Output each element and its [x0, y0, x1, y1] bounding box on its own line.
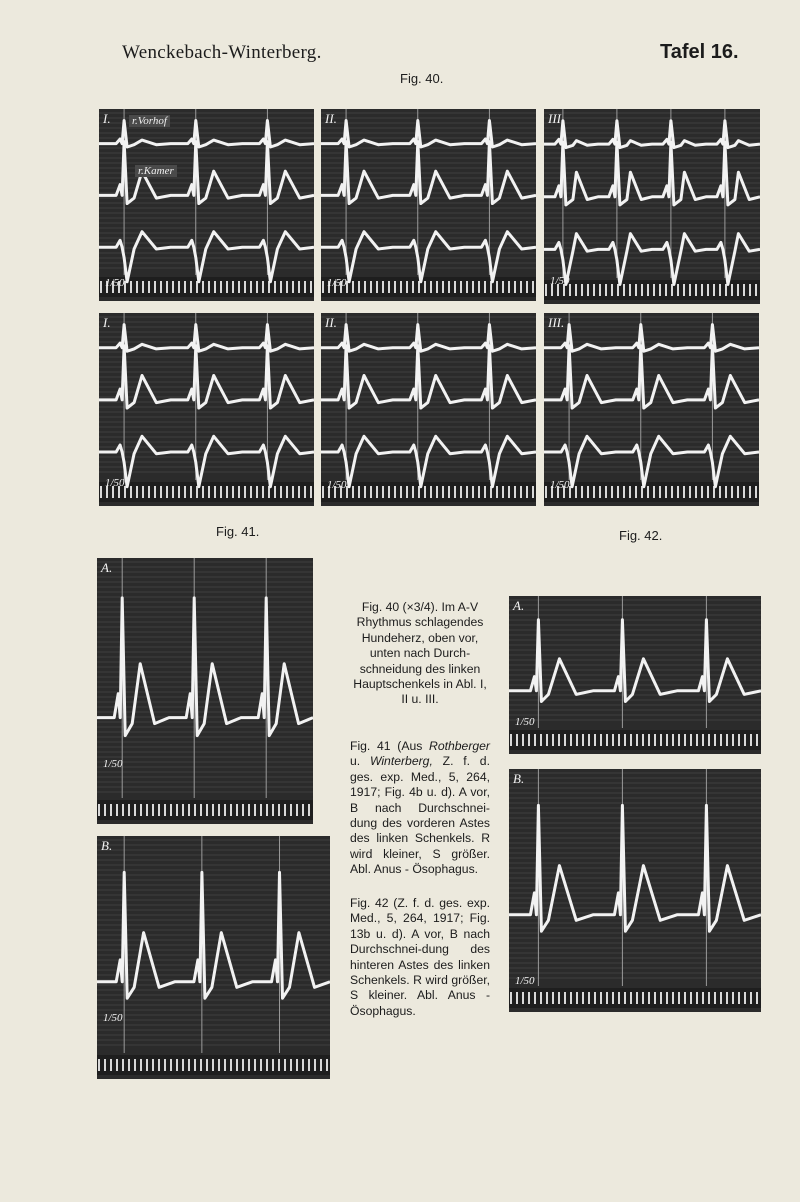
panel-label: I.: [103, 111, 111, 126]
panel-label: A.: [513, 598, 525, 613]
fig40-label: Fig. 40.: [400, 71, 444, 86]
fig42-caption: Fig. 42 (Z. f. d. ges. exp. Med., 5, 264, 1917; Fig. 13b u. d). A vor, B nach Durchschnei-dung des hinteren Astes des linken Schenkels. R wird größer, S kleiner. Abl. Anus - Ösophagus.: [350, 896, 490, 1018]
caption-author: Winterberg,: [369, 754, 433, 769]
fig40-panel-1: [99, 109, 314, 301]
ecg-trace: [97, 836, 330, 1079]
fig40-panel-3: [544, 109, 760, 304]
fig41-label: Fig. 41.: [216, 524, 260, 539]
time-marker-label: 1/50: [105, 277, 125, 289]
caption-text: u.: [350, 754, 370, 769]
ecg-trace: [97, 558, 313, 824]
ecg-trace: [99, 313, 314, 506]
panel-label: B.: [101, 838, 113, 853]
time-marker-label: 1/50: [515, 975, 535, 987]
time-marker-label: 1/50: [103, 758, 123, 770]
time-marker-label: 1/50: [105, 477, 125, 489]
ecg-trace: [99, 109, 314, 301]
time-marker-label: 1/50: [550, 275, 570, 287]
plate-author-header: Wenckebach-Winterberg.: [122, 42, 322, 63]
fig41-panel-b: [97, 836, 330, 1079]
ecg-trace: [544, 109, 760, 304]
ecg-trace: [321, 313, 536, 506]
fig40-caption: Fig. 40 (×3/4). Im A-V Rhythmus schlagendes Hundeherz, oben vor, unten nach Durch-schneidung des linken Hauptschenkels in Abl. I, II u. III.: [353, 600, 487, 707]
plate-number: Tafel 16.: [660, 41, 739, 63]
time-marker-label: 1/50: [327, 277, 347, 289]
fig41-caption: [350, 739, 490, 878]
ecg-trace: [509, 769, 761, 1012]
fig42-panel-a: [509, 596, 761, 754]
time-marker-label: 1/50: [327, 479, 347, 491]
panel-label: III.: [548, 315, 565, 330]
fig40-panel-5: [321, 313, 536, 506]
fig40-panel-2: [321, 109, 536, 301]
trace-label-ventricle: r.Kamer: [135, 165, 177, 177]
panel-label: B.: [513, 771, 525, 786]
caption-text: Fig. 41 (Aus: [350, 739, 430, 753]
panel-label: II.: [325, 111, 337, 126]
fig41-panel-a: [97, 558, 313, 824]
fig42-label: Fig. 42.: [619, 528, 663, 543]
panel-label: A.: [101, 560, 113, 575]
caption-author: Rothberger: [429, 739, 490, 753]
time-marker-label: 1/50: [103, 1012, 123, 1024]
ecg-trace: [544, 313, 759, 506]
fig42-panel-b: [509, 769, 761, 1012]
fig40-panel-4: [99, 313, 314, 506]
panel-label: II.: [325, 315, 337, 330]
fig40-panel-6: [544, 313, 759, 506]
panel-label: I.: [103, 315, 111, 330]
panel-label: III.: [548, 111, 565, 126]
time-marker-label: 1/50: [550, 479, 570, 491]
time-marker-label: 1/50: [515, 716, 535, 728]
ecg-trace: [321, 109, 536, 301]
ecg-trace: [509, 596, 761, 754]
trace-label-atrium: r.Vorhof: [129, 115, 170, 127]
caption-text: Z. f. d. ges. exp. Med., 5, 264, 1917; Fig. 4b u. d). A vor, B nach Durchschnei-dung des vorderen Astes des linken Schenkels. R wird kleiner, S größer. Abl. Anus - Ösophagus.: [350, 754, 490, 877]
